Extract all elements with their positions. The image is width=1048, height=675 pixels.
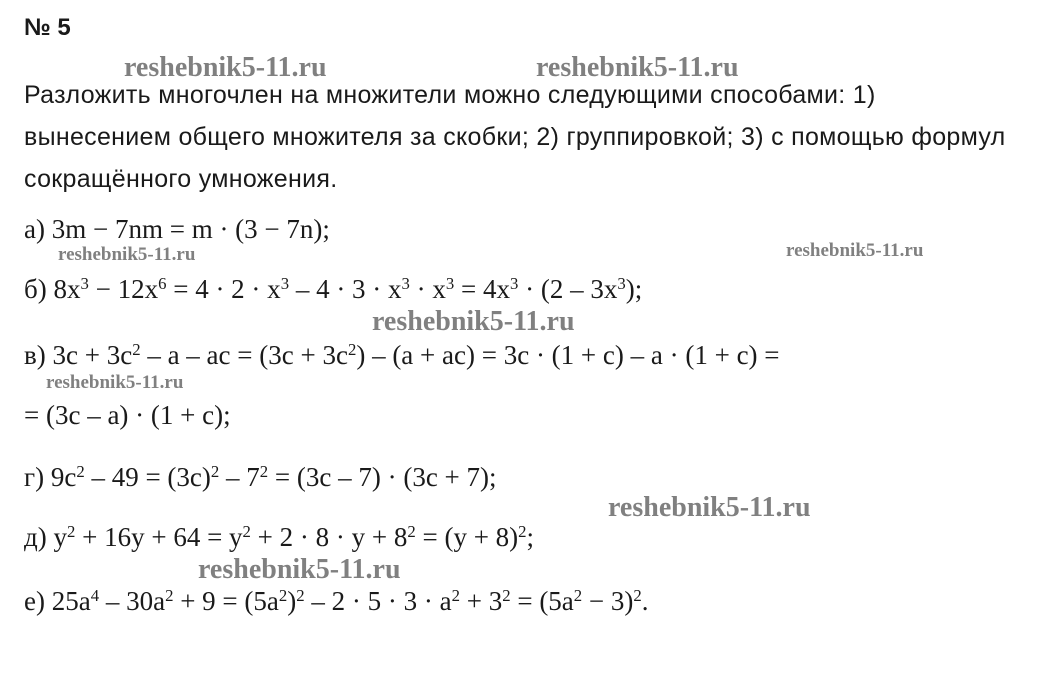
equation-label: г): [24, 462, 45, 492]
equation-label: е): [24, 586, 45, 616]
equation-label: д): [24, 522, 47, 552]
equation-label: а): [24, 214, 45, 244]
equation-c-continued: = (3c – a) · (1 + c);: [24, 400, 231, 430]
equation-label: б): [24, 274, 47, 304]
watermark: reshebnik5-11.ru: [608, 492, 811, 523]
watermark: reshebnik5-11.ru: [58, 244, 196, 265]
equation-e: д) $y^2 + 16y + 64 = y^2 + 2 \cdot 8 \cdot y + 8^2 = (y + 8)^2$;: [24, 521, 535, 552]
watermark: reshebnik5-11.ru: [372, 306, 575, 337]
equation-label: в): [24, 340, 46, 370]
equation-d: г) $9c^2 - 49 = (3c)^2 - 7^2 = (3c - 7) \cdot (3c + 7)$;: [24, 461, 497, 492]
watermark: reshebnik5-11.ru: [786, 240, 924, 261]
problem-number: № 5: [24, 14, 71, 41]
watermark: reshebnik5-11.ru: [124, 52, 327, 83]
equation-f: е) $25a^4 - 30a^2 + 9 = (5a^2)^2 - 2 \cdot 5 \cdot 3 \cdot a^2 + 3^2 = (5a^2 - 3)^2$.: [24, 585, 649, 616]
equation-a: а) 3m − 7nm = m · (3 − 7n);: [24, 214, 330, 244]
equation-b: б) $8x^3 - 12x^6 = 4 \cdot 2 \cdot x^3 - 4 \cdot 3 \cdot x^3 \cdot x^3 = 4x^3 \cdot (2 - 3x^3)$;: [24, 273, 643, 304]
watermark: reshebnik5-11.ru: [198, 554, 401, 585]
equation-c: в) $3c + 3c^2 - a$ – ac = $(3c + 3c^2) - (a + ac) = 3c \cdot (1 + c) - a \cdot (1 + c)$ =: [24, 339, 780, 370]
intro-paragraph: Разложить многочлен на множители можно следующими способами: 1) вынесением общего множителя за скобки; 2) группировкой; 3) с помощью формул сокращённого умножения.: [24, 81, 1006, 193]
watermark: reshebnik5-11.ru: [536, 52, 739, 83]
watermark: reshebnik5-11.ru: [46, 372, 184, 393]
